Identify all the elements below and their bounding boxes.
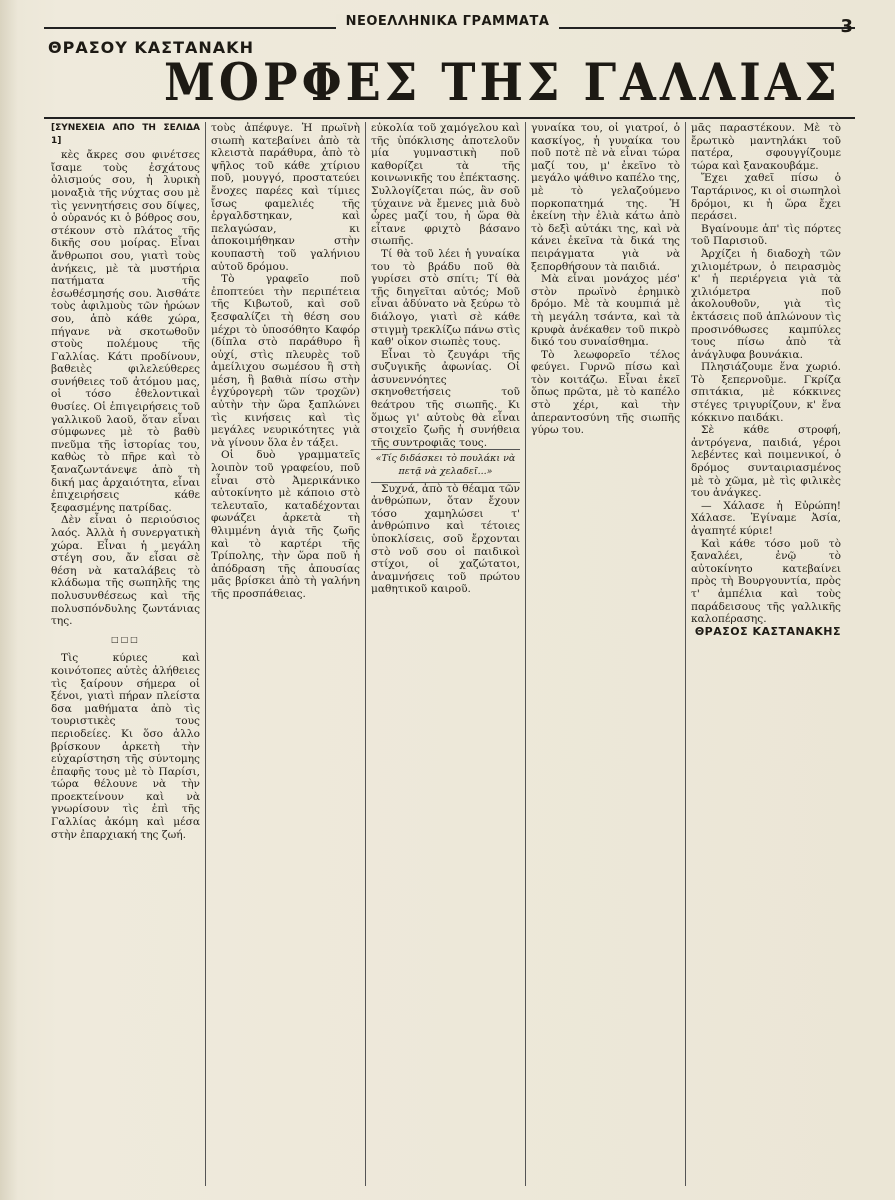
paragraph: μᾶς παραστέκουν. Μὲ τὸ ἔρωτικὸ μαντηλάκι τοῦ πατέρα, σφουγγίζουμε τώρα καὶ ξανακουβάμε. — [691, 122, 841, 172]
paragraph: Ἔχει χαθεῖ πίσω ὁ Ταρτάρινος, κι οἱ σιωπηλοὶ δρόμοι, κι ἡ ὥρα ἔχει περάσει. — [691, 172, 841, 223]
paragraph: Πλησιάζουμε ἕνα χωριό. Τὸ ξεπερνοῦμε. Γκρίζα σπιτάκια, μὲ κόκκινες στέγες τριγυρίζουν, κ' ἕνα κόκκινο παιδάκι. — [691, 361, 841, 424]
paragraph: Μὰ εἶναι μονάχος μέσ' στὸν πρωϊνὸ ἐρημικὸ δρόμο. Μὲ τὰ κουμπιά μὲ τὴ μεγάλη τσάντα, καὶ τὰ κρυφὰ ἀνέκαθεν τοῦ πικρὸ δικό του συναίσθημα. — [531, 273, 680, 349]
paragraph: Συχνά, ἀπὸ τὸ θέαμα τῶν ἀνθρώπων, ὅταν ἔχουν τόσο χαμηλώσει τ' ἀνθρώπινο καὶ τέτοιες ὑποκλίσεις, σοῦ ἔρχονται στὸ νοῦ σου οἱ παιδικοὶ στίχοι, οἱ χαζώτατοι, ἀναμνήσεις τοῦ πρώτου μαθητικοῦ καιροῦ. — [371, 482, 520, 596]
paragraph: Οἱ δυὸ γραμματεῖς λοιπὸν τοῦ γραφείου, ποῦ εἶναι στὸ Ἀμερικάνικο αὐτοκίνητο μὲ κάποιο στὸ τελευταῖο, καταδέχονται φωνάζει ἀρκετὰ τὴ θλιμμένη ἁγιὰ τῆς ζωῆς καὶ τὸ καρτέρι τῆς Τρίπολης, τὴν ὥρα ποῦ ἡ ἀπόδραση τῆς ἀπουσίας μᾶς βρίσκει ἀπὸ τὴ γαλήνη τῆς προσπάθειας. — [211, 449, 360, 600]
column-1 — [46, 122, 206, 1186]
page-number: 3 — [840, 16, 853, 37]
paragraph: κὲς ἄκρες σου φινέτσες ἴσαμε τοὺς ἐσχάτους ὁλισμούς σου, ἡ λυρικὴ μοναξιὰ τῆς νύχτας σου μὲ τὶς γεννητήσεις σου δίψες, ὁ οὐρανός κι ὁ βόθρος σου, στέκουν στὸ πλάτος τῆς δικῆς σου μοίρας. Εἶναι ἄνθρωποι σου, γιατὶ τοὺς ἀνήκεις, μὲ τὰ μυστήρια πατήματα τῆς ἐσωθέσμησής σου. Ἀισθάτε τοὺς ἀφιλμοὺς τῶν ἡρώων σου, ἀπὸ κάθε χώρα, πήγανε νὰ σκοτωθοῦν στοὺς πολέμους τῆς Γαλλίας. Κάτι προδίνουν, βαθειὲς φιλελεύθερες συνήθειες τοῦ ἀτόμου μας, οἱ τόσο ἐθελοντικαὶ θυσίες. Οἱ ἐπιγειρήσεις τοῦ γαλλικοῦ λαοῦ, ὅταν εἶναι σύμφωνες μὲ τὸ βαθὺ πνεῦμα τῆς ἱστορίας του, καθὼς τὸ πῆρε καὶ τὸ ξαναζωντάνεψε ἀπὸ τὴ δική μας ἀρχαιότητα, εἶναι ἐπιχειρήσεις κάθε ξεφασμένης πατρίδας. — [51, 149, 200, 514]
paragraph: Τί θὰ τοῦ λέει ἡ γυναίκα του τὸ βράδυ ποῦ θὰ γυρίσει στὸ σπίτι; Τί θὰ τῆς διηγεῖται αὐτός; Μοῦ εἶναι ἀδύνατο νὰ ξεύρω τὸ διάλογο, γιατὶ σὲ κάθε στιγμὴ τρεκλίζω πάνω στὶς καθ' οἶκον σιωπὲς τους. — [371, 247, 520, 349]
masthead-text: ΝΕΟΕΛΛΗΝΙΚΑ ΓΡΑΜΜΑΤΑ — [336, 14, 560, 29]
paragraph: Ἀρχίζει ἡ διαδοχὴ τῶν χιλιομέτρων, ὁ πειρασμὸς κ' ἡ περιέργεια γιὰ τὰ χιλιόμετρα ποῦ ἀκολουθοῦν, γιὰ τὶς ἐκτάσεις ποῦ ἀπλώνουν τὶς προσινόθωσες καμπύλες τους πίσω ἀπὸ τὰ ἀνάγλυφα βουνάκια. — [691, 247, 841, 361]
paragraph: Σὲ κάθε στροφή, ἀντρόγενα, παιδιά, γέροι λεβέντες καὶ ποιμενικοί, ὁ δρόμος συνταιριασμένος μὲ τὸ χῶμα, μὲ τὶς φιλικὲς του ἀνάγκες. — [691, 424, 841, 500]
article-title: ΜΟΡΦΕΣ ΤΗΣ ΓΑΛΛΙΑΣ — [164, 52, 841, 113]
paragraph: Βγαίνουμε ἀπ' τὶς πόρτες τοῦ Παρισιοῦ. — [691, 222, 841, 248]
paragraph: Τὸ γραφεῖο ποῦ ἐποπτεύει τὴν περιπέτεια τῆς Κιβωτοῦ, καὶ σοῦ ξεσφαλίζει τὴ θέση σου μέχρι τὸ ὑποσόθητο Καφόρ (δίπλα στὸ παράθυρο ἢ οὐχί, στὶς πλευρὲς τοῦ ἀμείλιχου σωμέσου ἢ στὴ μέση, ἢ βαθιὰ πίσω στὴν ἐγχύρογερὴ τῶν τροχῶν) αὐτὴν τὴν ὥρα ξαπλώνει τὶς κινήσεις καὶ τὶς μεγάλες νευρικότητες γιὰ νὰ γίνουν ὅλα ἐν τάξει. — [211, 273, 360, 449]
paragraph: εὐκολία τοῦ χαμόγελου καὶ τῆς ὑπόκλισης ἀποτελοῦν μία γυμναστικὴ ποῦ καθορίζει τὰ τῆς κοινωνικῆς του ἐπέκτασης. Συλλογίζεται πώς, ἂν σοῦ τύχαινε νὰ ἔμενες μιὰ δυὸ ὧρες μαζί του, ἡ ὥρα θὰ εἶτανε φριχτὸ βάσανο σιωπῆς. — [371, 122, 520, 248]
column-2 — [206, 122, 366, 1186]
paragraph: Τὸ λεωφορεῖο τέλος φεύγει. Γυρνῶ πίσω καὶ τὸν κοιτάζω. Εἶναι ἐκεῖ ὅπως πρῶτα, μὲ τὸ καπέλο στὸ χέρι, καὶ τὴν ἀπεραντοσύνη τῆς σιωπῆς γύρω του. — [531, 348, 680, 437]
masthead — [0, 14, 895, 29]
paragraph: Δὲν εἶναι ὁ περιούσιος λαός. Ἀλλὰ ἡ συνεργατικὴ χώρα. Εἶναι ἡ μεγάλη στέγη σου, ἄν εἶσαι σὲ θέση νὰ καταλάβεις τὸ κλάδωμα τῆς σωπηλῆς της πολυσυνθέσεως καὶ τῆς πολυσπόνδυλης ζωντάνιας της. — [51, 514, 200, 628]
title-rule — [44, 117, 855, 119]
paragraph: Εἶναι τὸ ζευγάρι τῆς συζυγικῆς ἀφωνίας. Οἱ ἀσυνεννόητες σκηνοθετήσεις τοῦ θεάτρου τῆς σιωπῆς. Κι ὅμως γι' αὐτοὺς θὰ εἶναι στοιχεῖο ζωῆς ἡ συνήθεια τῆς συντροφιᾶς τους. — [371, 348, 520, 449]
column-3 — [366, 122, 526, 1186]
paragraph: Τὶς κύριες καὶ κοινότοπες αὐτὲς ἀλήθειες τὶς ξαίρουν σήμερα οἱ ξένοι, γιατὶ πήραν πλείστα δσα μαθήματα ἀπὸ τὶς τουριστικὲς τους περιοδείες. Κι ὅσο ἀλλο βρίσκουν ἀρκετὴ τὴν εὐχαρίστηση τῆς σύντομης ἐπαφῆς τους μὲ τὸ Παρίσι, τώρα θέλουνε νὰ τὴν προεκτείνουν καὶ νὰ γνωρίσουν τὶς ἐπὶ τῆς Γαλλίας ἀκόμη καὶ μέσα στὴν ἐπαρχιακή της ζωή. — [51, 652, 200, 841]
author-name: ΘΡΑΣΟΥ ΚΑΣΤΑΝΑΚΗ — [48, 38, 254, 57]
column-4 — [526, 122, 686, 1186]
paragraph: — Χάλασε ἡ Εὐρώπη! Χάλασε. Ἐγίναμε Ἀσία, ἀγαπητέ κύριε! — [691, 499, 841, 537]
article-columns — [46, 122, 858, 1186]
continued-note: [ΣΥΝΕΧΕΙΑ ΑΠΟ ΤΗ ΣΕΛΙΔΑ 1] — [51, 123, 200, 146]
paragraph: τοὺς ἀπέφυγε. Ἡ πρωϊνὴ σιωπὴ κατεβαίνει ἀπὸ τὰ κλειστὰ παράθυρα, ἀπὸ τὸ ψῆλος τοῦ κάθε χτίριου ποῦ, μουγγό, προστατεύει ἔνοχες παρέες καὶ τίμιες ἴσως φαμελιές τῆς ἐργαλδστηκαν, καὶ πελαγώσαν, κι ἀποκοιμήθηκαν στὴν κουπαστὴ τοῦ γαλήνιου αὐτοῦ δρόμου. — [211, 122, 360, 273]
column-5 — [686, 122, 846, 1186]
author-signature: ΘΡΑΣΟΣ ΚΑΣΤΑΝΑΚΗΣ — [694, 624, 841, 638]
paragraph: γυναίκα του, οἱ γιατροί, ὁ κασκίγος, ἡ γυναίκα του ποῦ ποτὲ πὲ νὰ εἶναι τώρα μαζί του, μ' ἐκεῖνο τὸ μεγάλο ψάθινο καπέλο της, μὲ τὸ γελαζούμενο πορκοπατημά της. Ἡ ἐκείνη τὴν ἐλιὰ κάτω ἀπὸ τὸ δεξὶ αὐτάκι της, καὶ νὰ κάνει ἐκεῖνα τὰ δικά της πειράγματα γιὰ νὰ ξεπορθήσουν τὰ παιδιά. — [531, 122, 680, 273]
verse-caption: «Τίς διδάσκει τὸ πουλάκι νὰ πετᾷ νὰ χελαδεῖ...» — [371, 449, 520, 482]
section-divider: □□□ — [111, 634, 140, 644]
paragraph: Καὶ κάθε τόσο μοῦ τὸ ξαναλέει, ἐνῷ τὸ αὐτοκίνητο κατεβαίνει πρὸς τὴ Βουργουντία, πρὸς τ' ἀμπέλια καὶ τοὺς παράδεισους τῆς γαλλικῆς καλοπέρασης. — [691, 537, 841, 626]
